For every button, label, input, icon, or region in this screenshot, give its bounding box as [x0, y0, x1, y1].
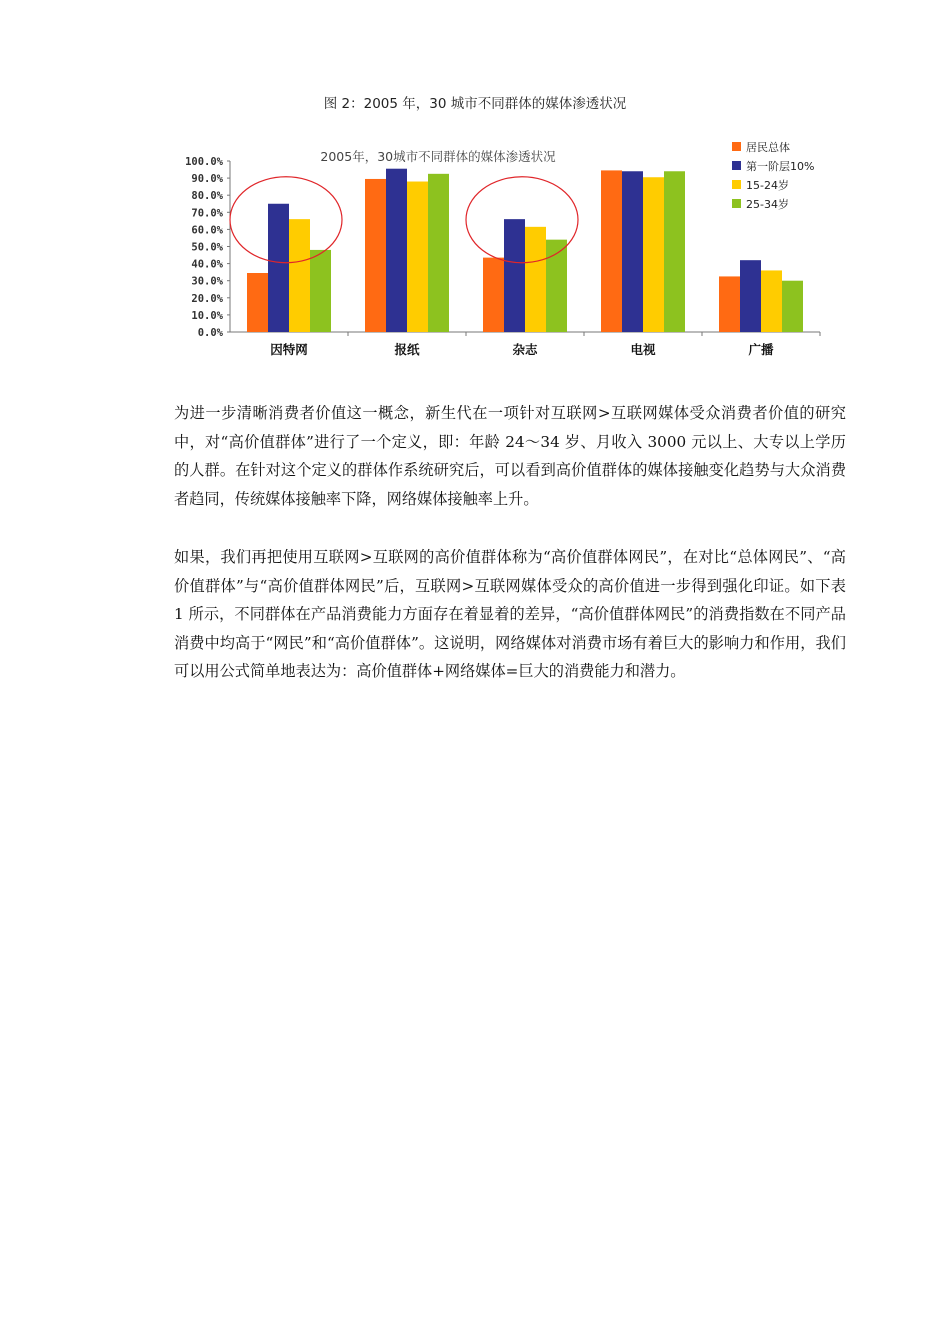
legend-swatch	[732, 161, 741, 170]
bar	[664, 171, 685, 332]
bar	[504, 219, 525, 332]
category-label: 电视	[630, 342, 656, 357]
y-tick-label: 80.0%	[191, 190, 223, 203]
y-tick-label: 50.0%	[191, 241, 223, 254]
bar	[247, 273, 268, 332]
bar	[289, 219, 310, 332]
category-label: 广播	[748, 342, 774, 357]
legend-label: 25-34岁	[746, 198, 789, 211]
bar	[268, 204, 289, 332]
legend-label: 15-24岁	[746, 179, 789, 192]
paragraph-2: 如果，我们再把使用互联网>互联网的高价值群体称为“高价值群体网民”，在对比“总体网民”、“高价值群体”与“高价值群体网民”后，互联网>互联网媒体受众的高价值进一步得到强化印证。如下表 1 所示，不同群体在产品消费能力方面存在着显着的差异，“高价值群体网民”的消费指数在不同产品消费中均高于“网民”和“高价值群体”。这说明，网络媒体对消费市场有着巨大的影响力和作用，我们可以用公式简单地表达为：高价值群体+网络媒体=巨大的消费能力和潜力。	[174, 548, 846, 680]
bar	[483, 258, 504, 332]
bar	[622, 171, 643, 332]
y-tick-label: 40.0%	[191, 258, 223, 271]
legend-swatch	[732, 142, 741, 151]
media-penetration-chart	[170, 132, 830, 364]
y-tick-label: 10.0%	[191, 309, 223, 322]
y-tick-label: 90.0%	[191, 173, 223, 186]
y-tick-label: 20.0%	[191, 292, 223, 305]
bar	[386, 169, 407, 332]
bar	[740, 260, 761, 332]
bar	[761, 270, 782, 332]
chart-title: 2005年，30城市不同群体的媒体渗透状况	[320, 149, 556, 164]
chart-svg	[170, 132, 830, 364]
y-tick-label: 100.0%	[185, 156, 223, 168]
category-label: 杂志	[512, 342, 538, 357]
legend-label: 第一阶层10%	[746, 160, 815, 173]
bar	[525, 227, 546, 332]
category-label: 报纸	[394, 342, 420, 357]
y-tick-label: 30.0%	[191, 275, 223, 288]
bar	[365, 179, 386, 332]
bar	[643, 177, 664, 332]
y-tick-label: 70.0%	[191, 207, 223, 220]
bar	[428, 174, 449, 332]
bar	[310, 250, 331, 332]
bar	[719, 276, 740, 332]
legend-swatch	[732, 180, 741, 189]
figure-caption: 图 2：2005 年，30 城市不同群体的媒体渗透状况	[323, 96, 627, 112]
y-tick-label: 0.0%	[197, 327, 223, 339]
legend-swatch	[732, 199, 741, 208]
paragraph-1: 为进一步清晰消费者价值这一概念，新生代在一项针对互联网>互联网媒体受众消费者价值的研究中，对“高价值群体”进行了一个定义，即：年龄 24～34 岁、月收入 3000 元以上、大专以上学历的人群。在针对这个定义的群体作系统研究后，可以看到高价值群体的媒体接触变化趋势与大众消费者趋同，传统媒体接触率下降，网络媒体接触率上升。	[174, 404, 846, 508]
bar	[782, 281, 803, 332]
bar	[407, 182, 428, 332]
legend-label: 居民总体	[746, 141, 790, 154]
category-label: 因特网	[270, 342, 308, 357]
y-tick-label: 60.0%	[191, 224, 223, 237]
bar	[601, 170, 622, 332]
